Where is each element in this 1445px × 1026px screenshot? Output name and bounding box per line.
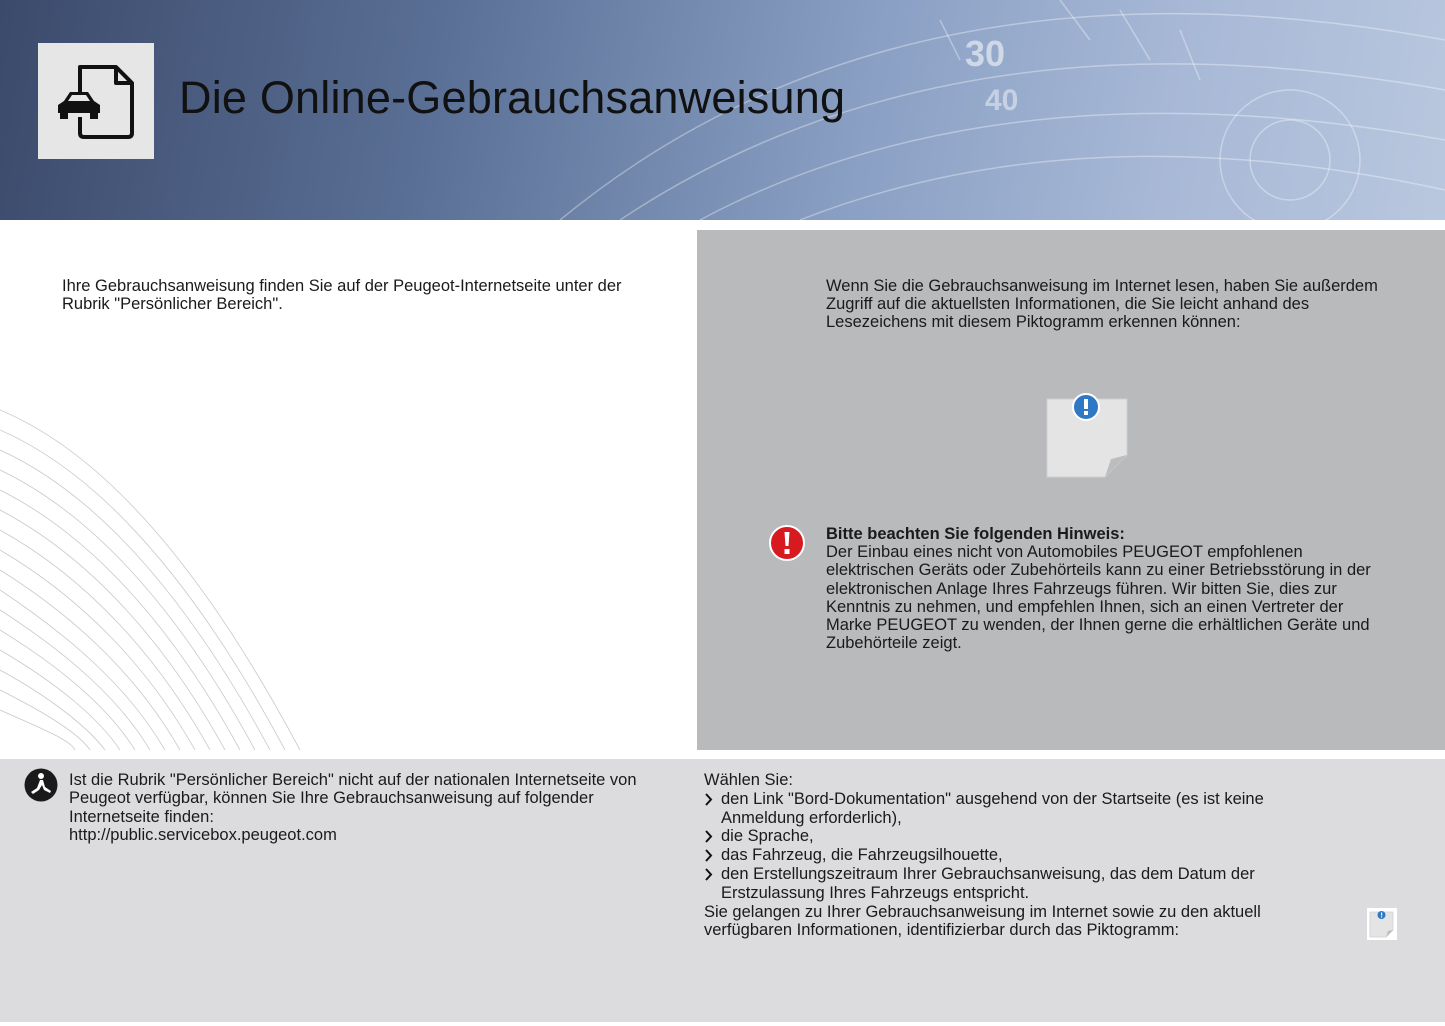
chevron-right-icon bbox=[704, 849, 713, 862]
speed-label-30: 30 bbox=[965, 33, 1006, 74]
notice-body: Der Einbau eines nicht von Automobiles PEUGEOT empfohlenen elektrischen Geräts oder Zubehörteils kann zu einer Betriebsstörung in der elektronischen Anlage Ihres Fahrzeugs führen. Wir bitten Sie, dies zur Kenntnis zu nehmen, und empfehlen Ihnen, sich an einen Vertreter der Marke PEUGEOT zu wenden, der Ihnen gerne die erhältlichen Geräte und Zubehörteile zeigt. bbox=[826, 543, 1371, 653]
step-text: den Erstellungszeitraum Ihrer Gebrauchsanweisung, das dem Datum der Erstzulassung Ihres Fahrzeugs entspricht. bbox=[721, 864, 1255, 902]
list-item bbox=[704, 827, 1324, 846]
steps-list bbox=[704, 790, 1324, 903]
step-text: den Link "Bord-Dokumentation" ausgehend von der Startseite (es ist keine Anmeldung erforderlich), bbox=[721, 789, 1264, 827]
chevron-right-icon bbox=[704, 793, 713, 806]
warning-notice bbox=[826, 525, 1386, 652]
fallback-text: Ist die Rubrik "Persönlicher Bereich" nicht auf der nationalen Internetseite von Peugeot verfügbar, können Sie Ihre Gebrauchsanweisung auf folgender Internetseite finden: bbox=[69, 771, 637, 826]
bottom-divider bbox=[0, 1022, 1445, 1026]
steps-outro: Sie gelangen zu Ihrer Gebrauchsanweisung im Internet sowie zu den aktuell verfügbaren Informationen, identifizierbar durch das Piktogramm: bbox=[704, 902, 1261, 940]
speed-label-40: 40 bbox=[985, 84, 1019, 117]
list-item bbox=[704, 790, 1324, 828]
chevron-right-icon bbox=[704, 868, 713, 881]
decorative-wave-lines bbox=[0, 400, 320, 750]
list-item bbox=[704, 846, 1324, 865]
page-title: Die Online-Gebrauchsanweisung bbox=[179, 72, 846, 123]
fallback-website-note bbox=[69, 771, 689, 844]
intro-paragraph: Ihre Gebrauchsanweisung finden Sie auf der Peugeot-Internetseite unter der Rubrik "Persönlicher Bereich". bbox=[62, 277, 622, 313]
list-item bbox=[704, 865, 1324, 903]
tip-hand-icon bbox=[24, 768, 58, 802]
chevron-right-icon bbox=[704, 830, 713, 843]
car-document-icon bbox=[54, 61, 138, 141]
notice-title: Bitte beachten Sie folgenden Hinweis: bbox=[826, 525, 1125, 543]
header-banner bbox=[0, 0, 1445, 220]
step-text: das Fahrzeug, die Fahrzeugsilhouette, bbox=[721, 846, 1003, 865]
info-bookmark-icon-small bbox=[1367, 908, 1397, 940]
step-text: die Sprache, bbox=[721, 827, 814, 846]
section-icon-box bbox=[38, 43, 154, 159]
steps-lead: Wählen Sie: bbox=[704, 771, 793, 789]
servicebox-url: http://public.servicebox.peugeot.com bbox=[69, 825, 337, 844]
online-info-paragraph: Wenn Sie die Gebrauchsanweisung im Internet lesen, haben Sie außerdem Zugriff auf die aktuellsten Informationen, die Sie leicht anhand des Lesezeichens mit diesem Piktogramm erkennen können: bbox=[826, 277, 1378, 331]
info-bookmark-icon bbox=[1045, 393, 1129, 479]
selection-steps bbox=[704, 771, 1324, 940]
exclamation-warning-icon bbox=[769, 525, 805, 561]
